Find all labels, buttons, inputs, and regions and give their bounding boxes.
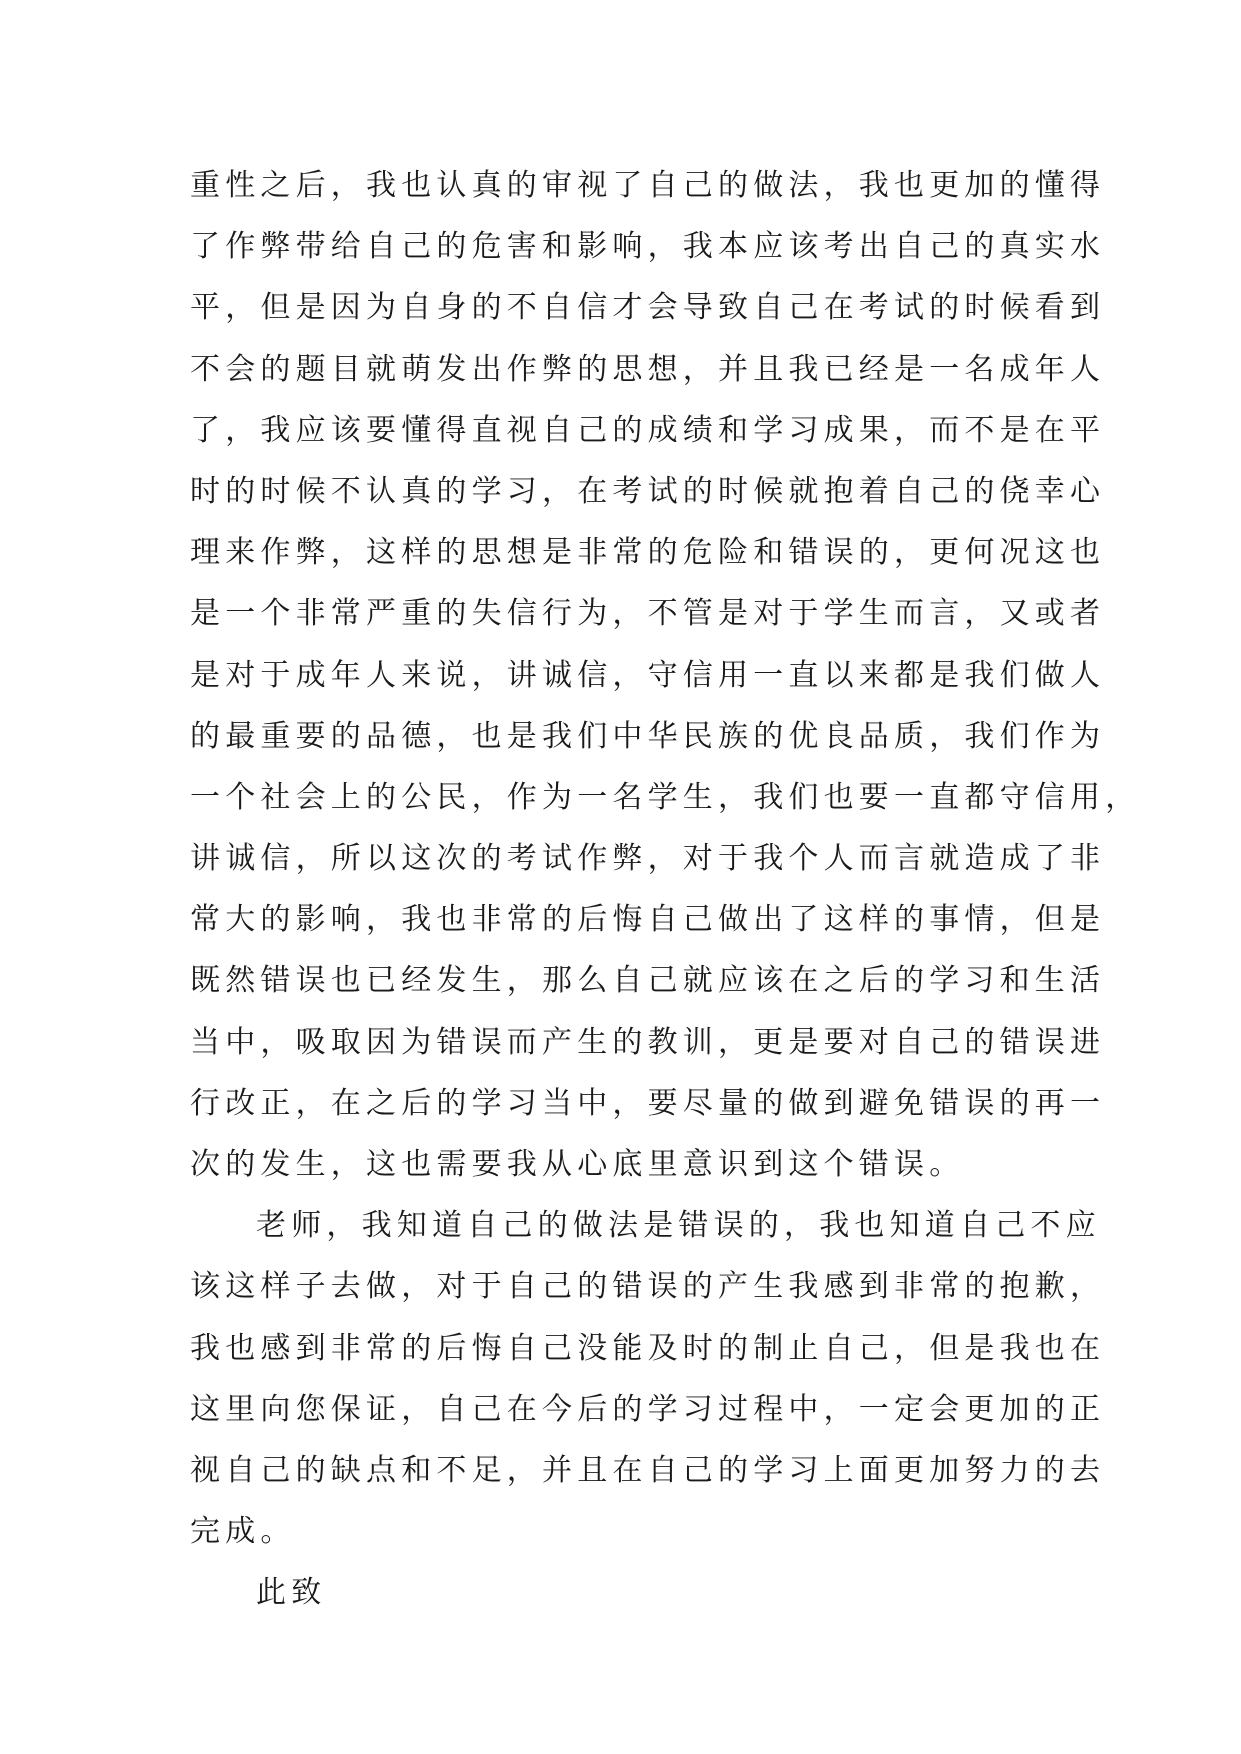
text-line: 当中，吸取因为错误而产生的教训，更是要对自己的错误进 [190, 1024, 1106, 1060]
text-line: 不会的题目就萌发出作弊的思想，并且我已经是一名成年人 [190, 351, 1106, 387]
text-line: 次的发生，这也需要我从心底里意识到这个错误。 [190, 1147, 965, 1182]
text-line: 理来作弊，这样的思想是非常的危险和错误的，更何况这也 [190, 535, 1106, 571]
text-line: 时的时候不认真的学习，在考试的时候就抱着自己的侥幸心 [190, 473, 1106, 509]
text-line: 讲诚信，所以这次的考试作弊，对于我个人而言就造成了非 [190, 841, 1106, 877]
text-line: 老师，我知道自己的做法是错误的，我也知道自己不应 [256, 1208, 1101, 1244]
text-line: 视自己的缺点和不足，并且在自己的学习上面更加努力的去 [190, 1452, 1106, 1488]
text-line: 该这样子去做，对于自己的错误的产生我感到非常的抱歉， [190, 1269, 1106, 1305]
text-line: 是一个非常严重的失信行为，不管是对于学生而言，又或者 [190, 596, 1106, 632]
text-line: 了，我应该要懂得直视自己的成绩和学习成果，而不是在平 [190, 412, 1106, 448]
text-line: 平，但是因为自身的不自信才会导致自己在考试的时候看到 [190, 290, 1106, 326]
paragraph-apology [190, 1195, 1106, 1562]
text-line: 常大的影响，我也非常的后悔自己做出了这样的事情，但是 [190, 902, 1106, 938]
text-line: 既然错误也已经发生，那么自己就应该在之后的学习和生活 [190, 963, 1106, 999]
text-line: 重性之后，我也认真的审视了自己的做法，我也更加的懂得 [190, 168, 1106, 203]
closing-salutation: 此致 [256, 1575, 327, 1611]
paragraph-continued [190, 155, 1141, 1195]
text-line: 了作弊带给自己的危害和影响，我本应该考出自己的真实水 [190, 229, 1106, 265]
text-line: 是对于成年人来说，讲诚信，守信用一直以来都是我们做人 [190, 657, 1106, 693]
text-line: 这里向您保证，自己在今后的学习过程中，一定会更加的正 [190, 1391, 1106, 1427]
text-line: 完成。 [190, 1514, 296, 1550]
text-line: 一个社会上的公民，作为一名学生，我们也要一直都守信用， [190, 779, 1141, 815]
text-line: 的最重要的品德，也是我们中华民族的优良品质，我们作为 [190, 718, 1106, 754]
letter-body [190, 155, 1141, 1624]
text-line: 行改正，在之后的学习当中，要尽量的做到避免错误的再一 [190, 1085, 1106, 1121]
text-line: 我也感到非常的后悔自己没能及时的制止自己，但是我也在 [190, 1330, 1106, 1366]
